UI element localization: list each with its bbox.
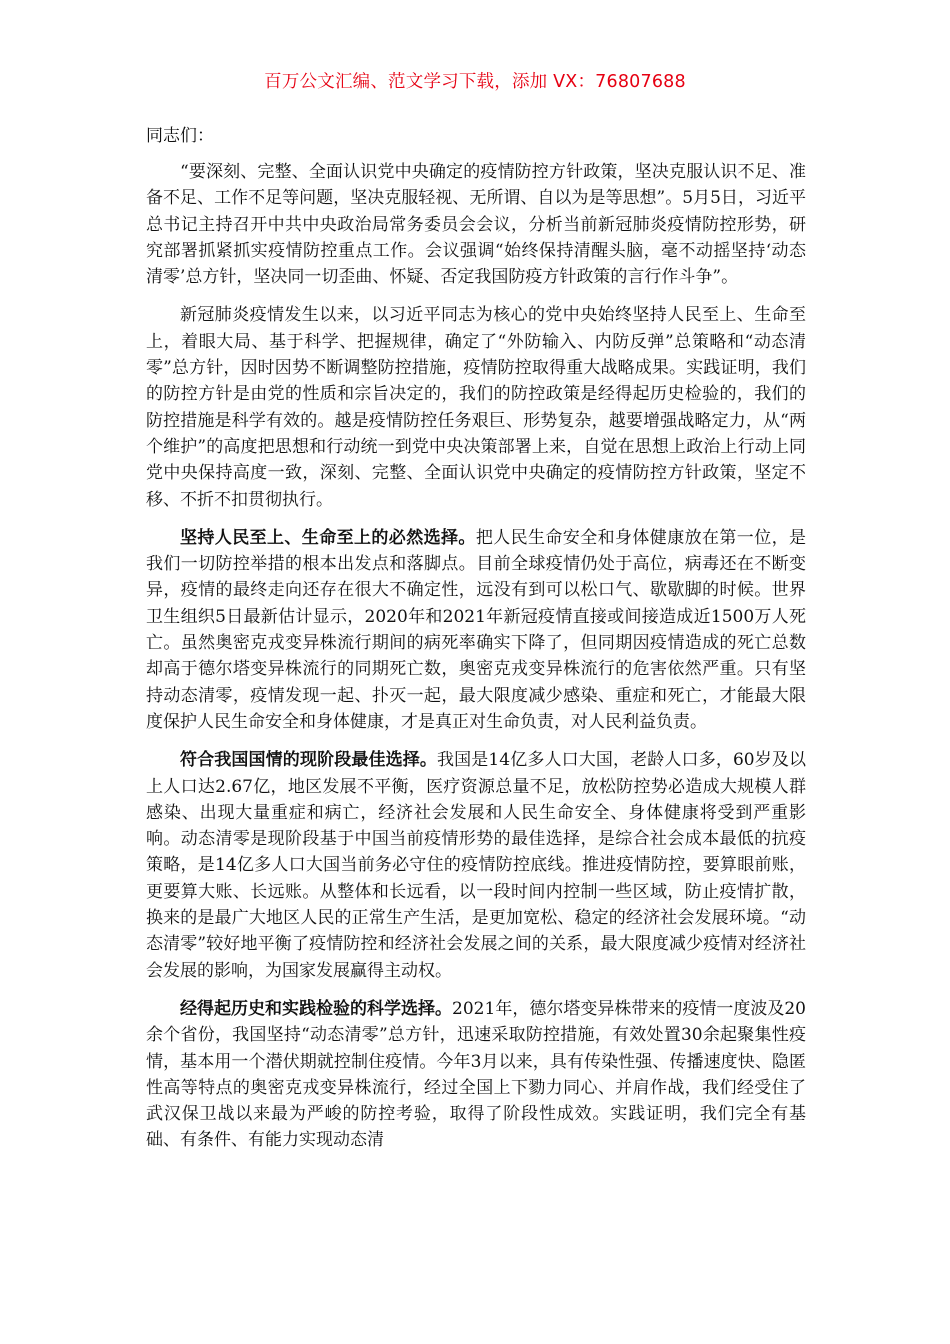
paragraph-5 <box>146 996 806 1154</box>
paragraph-3-heading: 坚持人民至上、生命至上的必然选择。 <box>180 527 476 548</box>
paragraph-1-text: “要深刻、完整、全面认识党中央确定的疫情防控方针政策，坚决克服认识不足、准备不足、工作不足等问题，坚决克服轻视、无所谓、自以为是等思想”。5月5日，习近平总书记主持召开中共中央政治局常务委员会会议，分析当前新冠肺炎疫情防控形势，研究部署抓紧抓实疫情防控重点工作。会议强调“始终保持清醒头脑，毫不动摇坚持‘动态清零’总方针，坚决同一切歪曲、怀疑、否定我国防疫方针政策的言行作斗争”。 <box>146 162 806 288</box>
paragraph-4 <box>146 747 806 984</box>
paragraph-4-text: 我国是14亿多人口大国，老龄人口多，60岁及以上人口达2.67亿，地区发展不平衡，医疗资源总量不足，放松防控势必造成大规模人群感染、出现大量重症和病亡，经济社会发展和人民生命安全、身体健康将受到严重影响。动态清零是现阶段基于中国当前疫情形势的最佳选择，是综合社会成本最低的抗疫策略，是14亿多人口大国当前务必守住的疫情防控底线。推进疫情防控，要算眼前账，更要算大账、长远账。从整体和长远看，以一段时间内控制一些区域，防止疫情扩散，换来的是最广大地区人民的正常生产生活，是更加宽松、稳定的经济社会发展环境。“动态清零”较好地平衡了疫情防控和经济社会发展之间的关系，最大限度减少疫情对经济社会发展的影响，为国家发展赢得主动权。 <box>146 750 806 981</box>
paragraph-2 <box>146 302 806 512</box>
paragraph-3-text: 把人民生命安全和身体健康放在第一位，是我们一切防控举措的根本出发点和落脚点。目前全球疫情仍处于高位，病毒还在不断变异，疫情的最终走向还存在很大不确定性，远没有到可以松口气、歇歇脚的时候。世界卫生组织5日最新估计显示，2020年和2021年新冠疫情直接或间接造成近1500万人死亡。虽然奥密克戎变异株流行期间的病死率确实下降了，但同期因疫情造成的死亡总数却高于德尔塔变异株流行的同期死亡数，奥密克戎变异株流行的危害依然严重。只有坚持动态清零，疫情发现一起、扑灭一起，最大限度减少感染、重症和死亡，才能最大限度保护人民生命安全和身体健康，才是真正对生命负责，对人民利益负责。 <box>146 527 807 732</box>
paragraph-3 <box>146 525 806 735</box>
paragraph-4-heading: 符合我国国情的现阶段最佳选择。 <box>180 750 438 771</box>
document-body <box>146 123 806 1166</box>
paragraph-2-text: 新冠肺炎疫情发生以来，以习近平同志为核心的党中央始终坚持人民至上、生命至上，着眼大局、基于科学、把握规律，确定了“外防输入、内防反弹”总策略和“动态清零”总方针，因时因势不断调整防控措施，疫情防控取得重大战略成果。实践证明，我们的防控方针是由党的性质和宗旨决定的，我们的防控政策是经得起历史检验的，我们的防控措施是科学有效的。越是疫情防控任务艰巨、形势复杂，越要增强战略定力，从“两个维护”的高度把思想和行动统一到党中央决策部署上来，自觉在思想上政治上行动上同党中央保持高度一致，深刻、完整、全面认识党中央确定的疫情防控方针政策，坚定不移、不折不扣贯彻执行。 <box>146 305 806 510</box>
paragraph-1 <box>146 159 806 290</box>
paragraph-5-text: 2021年，德尔塔变异株带来的疫情一度波及20余个省份，我国坚持“动态清零”总方针，迅速采取防控措施，有效处置30余起聚集性疫情，基本用一个潜伏期就控制住疫情。今年3月以来，具有传染性强、传播速度快、隐匿性高等特点的奥密克戎变异株流行，经过全国上下勠力同心、并肩作战，我们经受住了武汉保卫战以来最为严峻的防控考验，取得了阶段性成效。实践证明，我们完全有基础、有条件、有能力实现动态清 <box>146 998 806 1151</box>
salutation: 同志们： <box>146 126 214 146</box>
paragraph-5-heading: 经得起历史和实践检验的科学选择。 <box>180 998 453 1019</box>
promo-header: 百万公文汇编、范文学习下载，添加 VX：76807688 <box>264 72 686 92</box>
